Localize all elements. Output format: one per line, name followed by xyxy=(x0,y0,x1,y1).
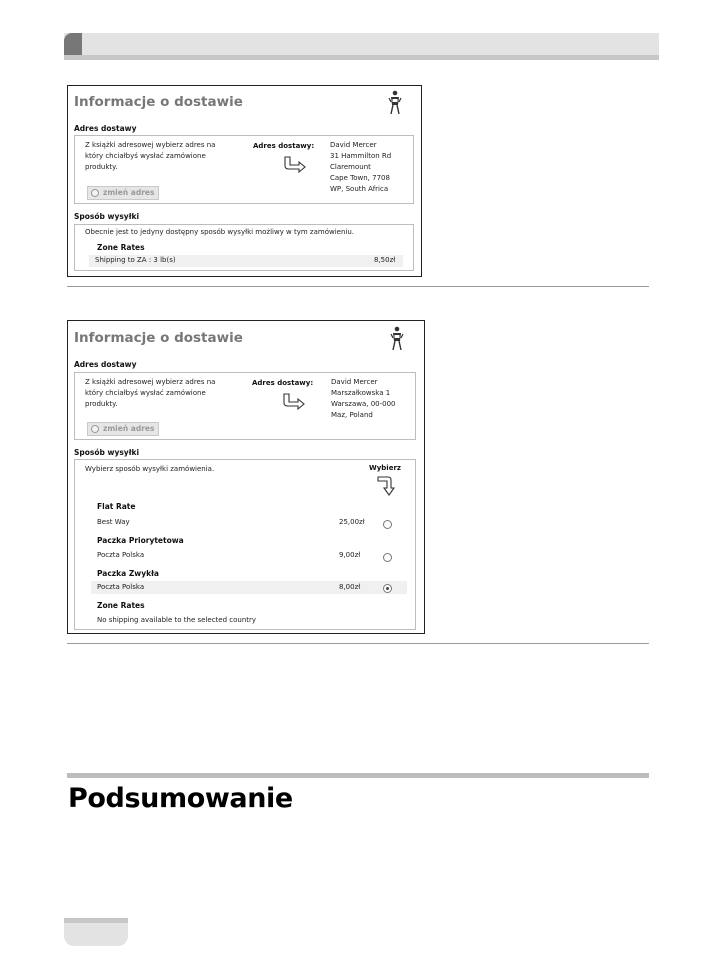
section-heading: Podsumowanie xyxy=(68,783,293,814)
method-radio[interactable] xyxy=(383,553,392,562)
method-row xyxy=(89,255,403,267)
address-line: David Mercer xyxy=(330,141,377,149)
method-radio-selected[interactable] xyxy=(383,584,392,593)
address-line: WP, South Africa xyxy=(330,185,389,193)
method-option-label: Best Way xyxy=(97,518,130,526)
address-hint-line: Z książki adresowej wybierz adres na xyxy=(85,378,216,386)
address-box xyxy=(74,372,416,440)
shipping-section-label: Sposób wysyłki xyxy=(74,212,140,221)
address-hint-line: który chciałbyś wysłać zamówione xyxy=(85,152,206,160)
figure-separator xyxy=(67,286,649,287)
address-line: Marszałkowska 1 xyxy=(331,389,391,397)
method-row-price: 8,50zł xyxy=(374,256,396,264)
address-box xyxy=(74,135,414,204)
change-address-label: zmień adres xyxy=(103,188,155,197)
screenshot-shipping-single xyxy=(67,85,422,277)
method-row-selected[interactable] xyxy=(91,581,407,594)
person-icon xyxy=(390,326,404,352)
shipping-prompt: Wybierz sposób wysyłki zamówienia. xyxy=(85,465,215,473)
choose-label: Wybierz xyxy=(369,464,401,472)
address-label: Adres dostawy: xyxy=(252,379,314,387)
method-option-label: Poczta Polska xyxy=(97,583,145,591)
shipping-box xyxy=(74,459,416,630)
address-hint-line: produkty. xyxy=(85,163,118,171)
method-row-label: Shipping to ZA : 3 lb(s) xyxy=(95,256,176,264)
method-price: 25,00zł xyxy=(339,518,365,526)
section-rule xyxy=(67,773,649,778)
address-line: Cape Town, 7708 xyxy=(330,174,390,182)
method-option-label: Poczta Polska xyxy=(97,551,145,559)
figure-separator xyxy=(67,643,649,644)
change-address-label: zmień adres xyxy=(103,424,155,433)
address-section-label: Adres dostawy xyxy=(74,124,137,133)
shipping-section-label: Sposób wysyłki xyxy=(74,448,140,457)
screenshot-shipping-multiple xyxy=(67,320,425,634)
address-line: 31 Hammilton Rd xyxy=(330,152,392,160)
zone-note: No shipping available to the selected country xyxy=(97,616,257,624)
method-title: Flat Rate xyxy=(97,502,136,511)
page-header-bar xyxy=(64,33,659,55)
arrow-down-icon xyxy=(376,475,396,497)
shipping-box xyxy=(74,224,414,271)
circle-arrow-icon xyxy=(91,425,99,433)
shipping-info-title: Informacje o dostawie xyxy=(74,94,243,110)
address-hint-line: Z książki adresowej wybierz adres na xyxy=(85,141,216,149)
address-section-label: Adres dostawy xyxy=(74,360,137,369)
method-title: Zone Rates xyxy=(97,243,145,252)
change-address-button[interactable] xyxy=(87,422,159,436)
shipping-note: Obecnie jest to jedyny dostępny sposób wysyłki możliwy w tym zamówieniu. xyxy=(85,228,355,236)
address-label: Adres dostawy: xyxy=(253,142,315,150)
address-line: Claremount xyxy=(330,163,371,171)
address-hint-line: produkty. xyxy=(85,400,118,408)
address-line: David Mercer xyxy=(331,378,378,386)
person-icon xyxy=(388,90,402,116)
method-title: Paczka Zwykła xyxy=(97,569,159,578)
method-radio[interactable] xyxy=(383,520,392,529)
page-number-tab-rule xyxy=(64,918,128,923)
arrow-right-icon xyxy=(283,156,307,174)
method-title: Paczka Priorytetowa xyxy=(97,536,184,545)
page-header-rule xyxy=(64,55,659,60)
address-hint-line: który chciałbyś wysłać zamówione xyxy=(85,389,206,397)
address-line: Warszawa, 00-000 xyxy=(331,400,396,408)
address-line: Maz, Poland xyxy=(331,411,373,419)
change-address-button[interactable] xyxy=(87,186,159,200)
arrow-right-icon xyxy=(282,393,306,411)
method-price: 9,00zł xyxy=(339,551,361,559)
method-price: 8,00zł xyxy=(339,583,361,591)
zone-title: Zone Rates xyxy=(97,601,145,610)
circle-arrow-icon xyxy=(91,189,99,197)
page-header-tab xyxy=(64,33,82,55)
shipping-info-title: Informacje o dostawie xyxy=(74,330,243,346)
